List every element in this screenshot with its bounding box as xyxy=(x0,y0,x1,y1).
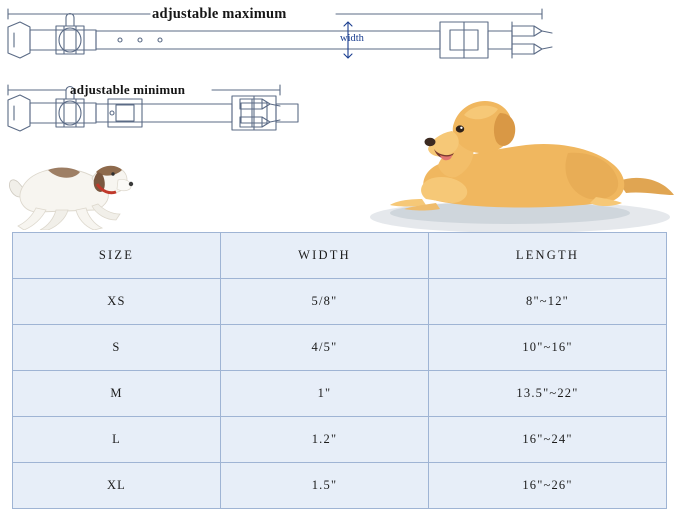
cell-width: 1.2" xyxy=(221,417,429,463)
width-label: width xyxy=(340,33,364,44)
size-table xyxy=(12,232,667,509)
cell-size: S xyxy=(13,325,221,371)
golden-retriever-illustration xyxy=(360,95,679,235)
cell-width: 1" xyxy=(221,371,429,417)
header-size: SIZE xyxy=(13,233,221,279)
cell-width: 5/8" xyxy=(221,279,429,325)
table-row xyxy=(13,463,667,509)
table-row xyxy=(13,279,667,325)
cell-width: 1.5" xyxy=(221,463,429,509)
cell-size: XL xyxy=(13,463,221,509)
adjustable-minimum-label: adjustable minimun xyxy=(70,82,186,97)
cell-size: L xyxy=(13,417,221,463)
cell-size: XS xyxy=(13,279,221,325)
cell-width: 4/5" xyxy=(221,325,429,371)
cell-length: 13.5"~22" xyxy=(429,371,667,417)
table-row xyxy=(13,417,667,463)
cell-length: 10"~16" xyxy=(429,325,667,371)
cell-length: 16"~24" xyxy=(429,417,667,463)
header-width: WIDTH xyxy=(221,233,429,279)
cell-length: 8"~12" xyxy=(429,279,667,325)
cell-size: M xyxy=(13,371,221,417)
running-dog-illustration xyxy=(9,166,133,230)
collar-diagram xyxy=(0,0,679,230)
cell-length: 16"~26" xyxy=(429,463,667,509)
table-row xyxy=(13,325,667,371)
table-header-row xyxy=(13,233,667,279)
header-length: LENGTH xyxy=(429,233,667,279)
adjustable-maximum-label: adjustable maximum xyxy=(152,6,287,22)
table-row xyxy=(13,371,667,417)
